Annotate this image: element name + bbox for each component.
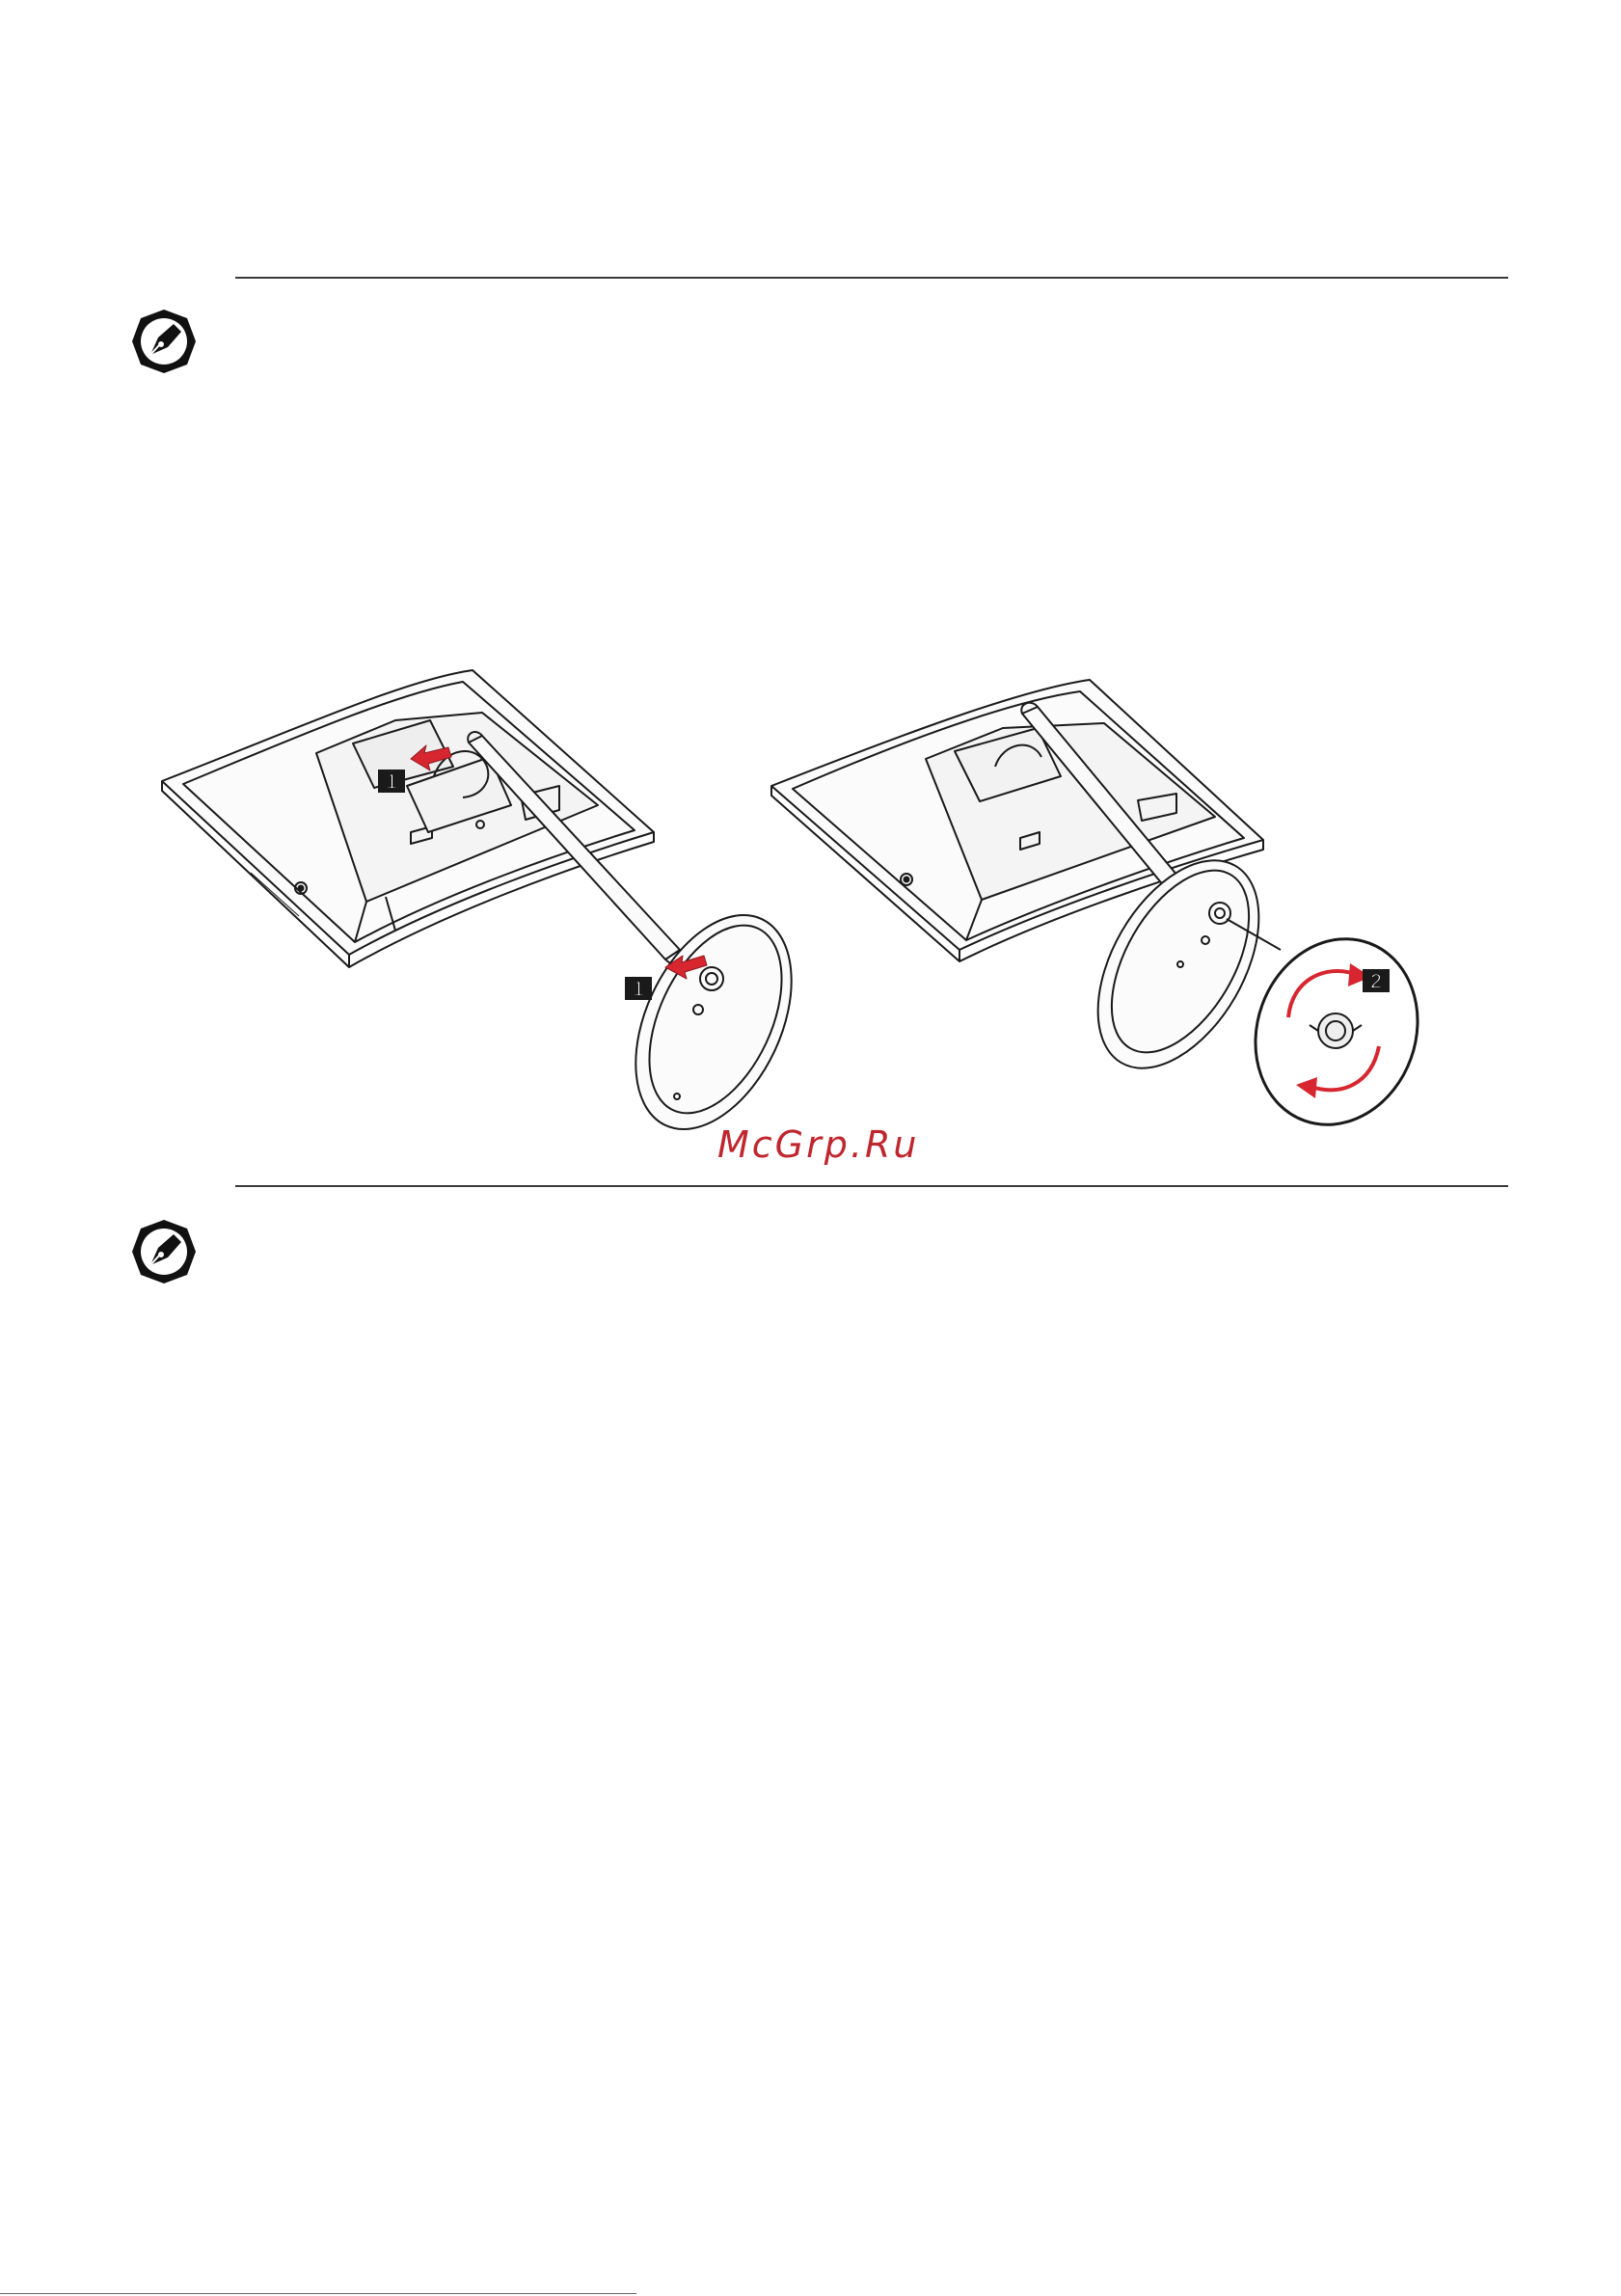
section-divider-top <box>235 277 1508 279</box>
section-divider-bottom <box>235 1185 1508 1187</box>
stand-assembly-illustration <box>154 661 1427 1133</box>
screw-detail-callout <box>1229 916 1427 1133</box>
note-pen-icon <box>129 307 199 376</box>
note-pen-icon <box>129 1217 199 1286</box>
watermark: McGrp.Ru <box>717 1123 920 1166</box>
monitor-left <box>162 670 654 967</box>
footer-rule <box>0 2293 636 2294</box>
step-label-2: 2 <box>1369 969 1383 993</box>
step-label-1-bottom: 1 <box>632 977 645 1001</box>
step-label-1-top: 1 <box>385 770 398 794</box>
